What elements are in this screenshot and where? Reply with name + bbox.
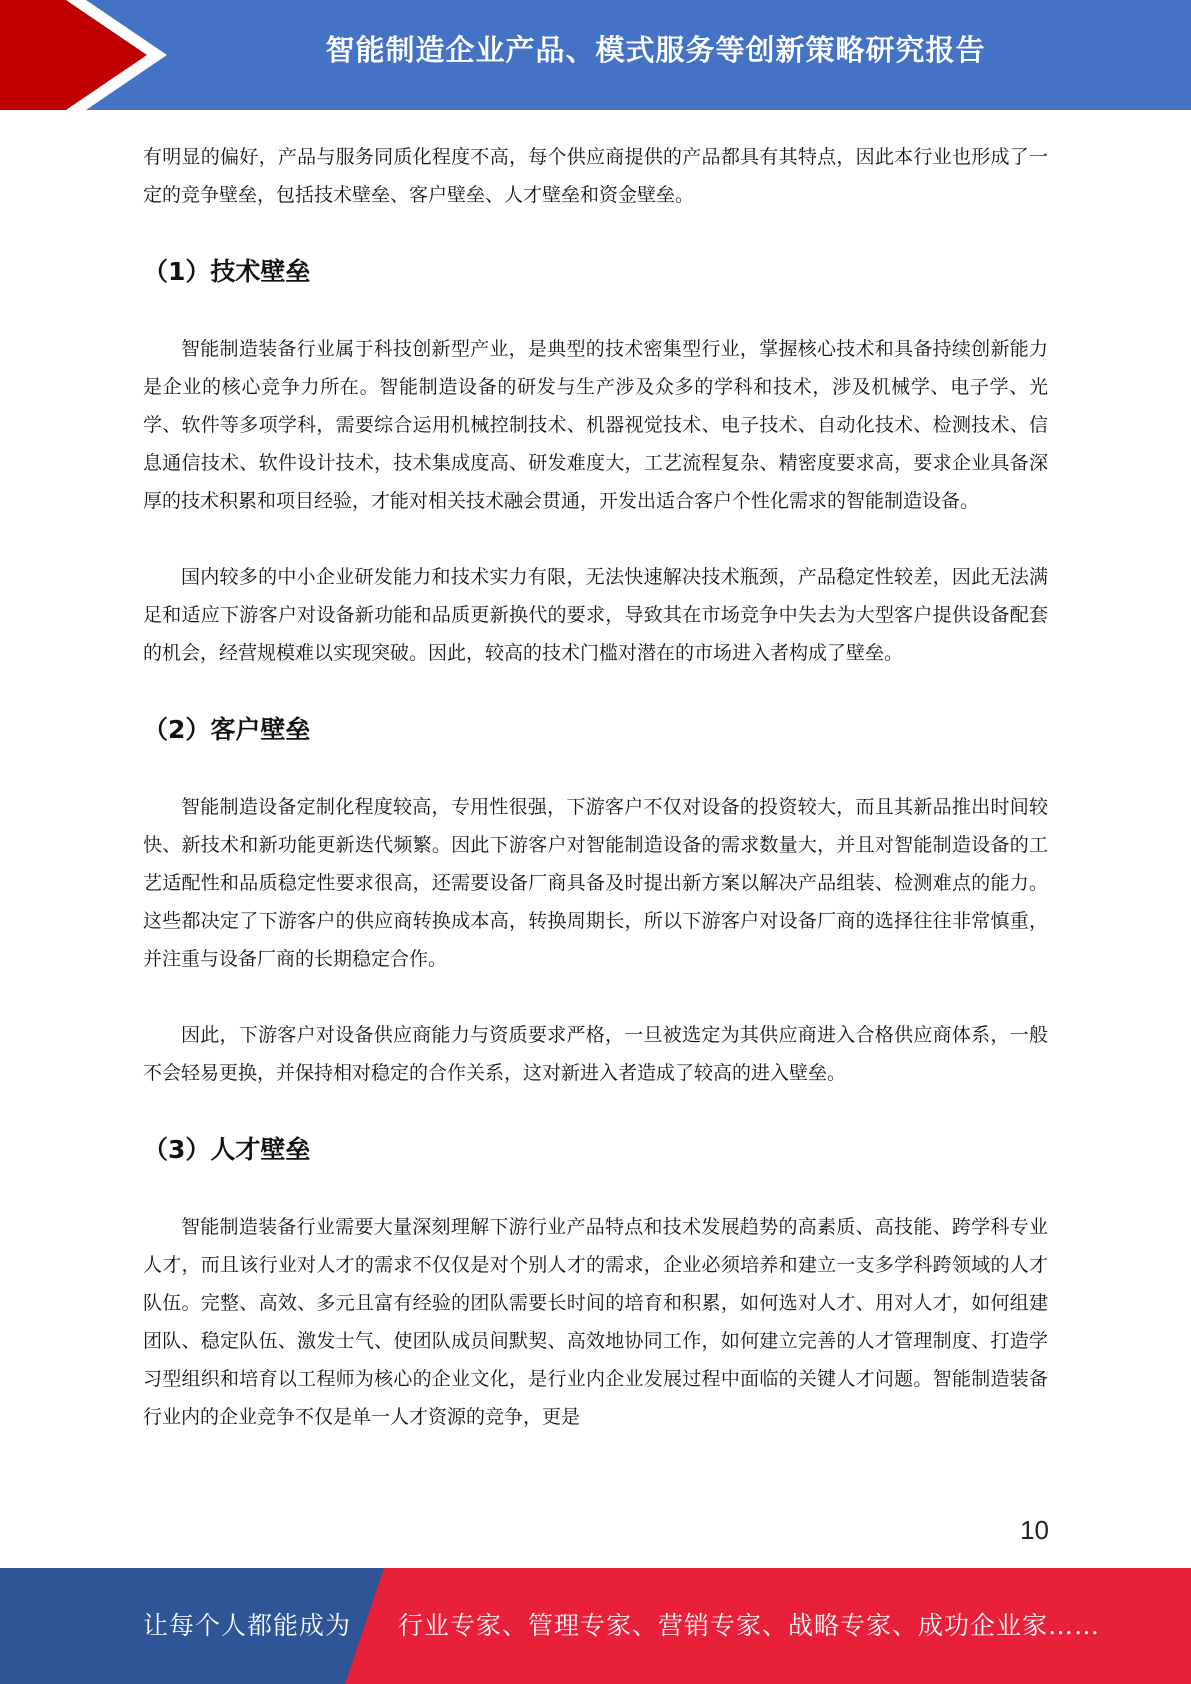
intro-paragraph: 有明显的偏好，产品与服务同质化程度不高，每个供应商提供的产品都具有其特点，因此本行业也形成了一定的竞争壁垒，包括技术壁垒、客户壁垒、人才壁垒和资金壁垒。 [143, 146, 1048, 206]
document-body [143, 138, 1048, 1474]
page-header [0, 0, 1191, 110]
section-heading-customer: （2）客户壁垒 [143, 715, 311, 744]
section-heading-technology: （1）技术壁垒 [143, 257, 311, 286]
footer-slogan-left: 让每个人都能成为 [143, 1611, 352, 1640]
technology-paragraph-1: 智能制造装备行业属于科技创新型产业，是典型的技术密集型行业，掌握核心技术和具备持续创新能力是企业的核心竞争力所在。智能制造设备的研发与生产涉及众多的学科和技术，涉及机械学、电子学、光学、软件等多项学科，需要综合运用机械控制技术、机器视觉技术、电子技术、自动化技术、检测技术、信息通信技术、软件设计技术，技术集成度高、研发难度大，工艺流程复杂、精密度要求高，要求企业具备深厚的技术积累和项目经验，才能对相关技术融会贯通，开发出适合客户个性化需求的智能制造设备。 [143, 338, 1048, 512]
page-footer [0, 1568, 1191, 1684]
talent-paragraph-1: 智能制造装备行业需要大量深刻理解下游行业产品特点和技术发展趋势的高素质、高技能、跨学科专业人才，而且该行业对人才的需求不仅仅是对个别人才的需求，企业必须培养和建立一支多学科跨领域的人才队伍。完整、高效、多元且富有经验的团队需要长时间的培育和积累，如何选对人才、用对人才，如何组建团队、稳定队伍、激发士气、使团队成员间默契、高效地协同工作，如何建立完善的人才管理制度、打造学习型组织和培育以工程师为核心的企业文化，是行业内企业发展过程中面临的关键人才问题。智能制造装备行业内的企业竞争不仅是单一人才资源的竞争，更是 [143, 1216, 1048, 1428]
customer-paragraph-1: 智能制造设备定制化程度较高，专用性很强，下游客户不仅对设备的投资较大，而且其新品推出时间较快、新技术和新功能更新迭代频繁。因此下游客户对智能制造设备的需求数量大，并且对智能制造设备的工艺适配性和品质稳定性要求很高，还需要设备厂商具备及时提出新方案以解决产品组装、检测难点的能力。这些都决定了下游客户的供应商转换成本高，转换周期长，所以下游客户对设备厂商的选择往往非常慎重，并注重与设备厂商的长期稳定合作。 [143, 796, 1048, 970]
header-red-chevron [0, 0, 147, 110]
customer-paragraph-2: 因此，下游客户对设备供应商能力与资质要求严格，一旦被选定为其供应商进入合格供应商体系，一般不会轻易更换，并保持相对稳定的合作关系，这对新进入者造成了较高的进入壁垒。 [143, 1024, 1048, 1084]
report-title: 智能制造企业产品、模式服务等创新策略研究报告 [325, 33, 986, 67]
technology-paragraph-2: 国内较多的中小企业研发能力和技术实力有限，无法快速解决技术瓶颈，产品稳定性较差，因此无法满足和适应下游客户对设备新功能和品质更新换代的要求，导致其在市场竞争中失去为大型客户提供设备配套的机会，经营规模难以实现突破。因此，较高的技术门槛对潜在的市场进入者构成了壁垒。 [143, 566, 1048, 664]
page-number: 10 [1020, 1515, 1049, 1545]
footer-slogan-right: 行业专家、管理专家、营销专家、战略专家、成功企业家…… [398, 1611, 1101, 1640]
section-heading-talent: （3）人才壁垒 [143, 1135, 311, 1164]
